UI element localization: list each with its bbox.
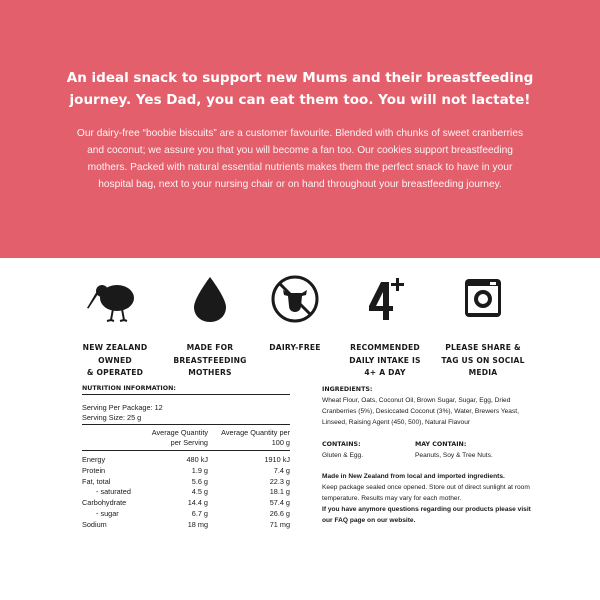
nutrient-name: - saturated (96, 487, 131, 497)
column-header-per-100g: Average Quantity per 100 g (221, 428, 290, 447)
feature-label: MADE FOR BREASTFEEDING MOTHERS (173, 343, 247, 377)
may-contain-text: Peanuts, Soy & Tree Nuts. (415, 452, 493, 459)
feature-nz-owned (60, 274, 170, 380)
value-per-100g: 26.6 g (269, 508, 290, 518)
feature-icons-row (0, 258, 600, 378)
milk-drop-icon (180, 274, 240, 324)
contains-section (322, 439, 415, 461)
nutrient-name: Fat, total (82, 476, 111, 486)
feature-label: DAIRY-FREE (269, 343, 321, 352)
nutrient-name: Carbohydrate (82, 498, 127, 508)
value-per-serving: 6.7 g (191, 508, 208, 518)
feature-label: PLEASE SHARE & TAG US ON SOCIAL MEDIA (441, 343, 525, 377)
nutrient-name: Sodium (82, 519, 107, 529)
feature-social-share (428, 274, 538, 380)
feature-daily-intake (330, 274, 440, 380)
nutrition-row (82, 498, 290, 509)
nutrition-title: NUTRITION INFORMATION: (82, 385, 290, 395)
nutrition-row (82, 520, 290, 531)
hero-banner (0, 0, 600, 258)
product-notes (322, 471, 532, 526)
value-per-serving: 18 mg (187, 519, 208, 529)
value-per-100g: 1910 kJ (264, 455, 290, 464)
serving-info (82, 403, 290, 425)
value-per-100g: 71 mg (269, 519, 290, 529)
value-per-serving: 4.5 g (191, 487, 208, 497)
feature-label: NEW ZEALAND OWNED & OPERATED (82, 343, 148, 377)
made-in-note: Made in New Zealand from local and imported ingredients. (322, 473, 505, 480)
ingredients-panel (322, 384, 532, 526)
servings-per-package: Serving Per Package: 12 (82, 403, 163, 412)
hero-description: Our dairy-free “boobie biscuits” are a customer favourite. Blended with chunks of sweet cranberries and coconut; we assure you that you will become a fan too. Our cookies support breastfeeding mothers. Packed with natural essential nutrients makes them the perfect snack to have in your hospital bag, next to your nursing chair or on hand throughout your breastfeeding journey. (76, 128, 524, 190)
may-contain-title: MAY CONTAIN: (415, 441, 467, 448)
contains-text: Gluten & Egg. (322, 452, 364, 459)
nutrition-row (82, 509, 290, 520)
may-contain-section (415, 439, 508, 461)
column-header-per-serving: Average Quantity per Serving (151, 428, 208, 447)
nutrition-table (82, 425, 290, 531)
nutrient-name: Energy (82, 455, 106, 464)
no-dairy-cow-icon (265, 274, 325, 324)
nutrient-name: - sugar (96, 508, 119, 518)
contains-title: CONTAINS: (322, 441, 361, 448)
value-per-100g: 18.1 g (269, 487, 290, 497)
ingredients-list: Wheat Flour, Oats, Coconut Oil, Brown Sugar, Sugar, Egg, Dried Cranberries (5%), Desiccated Coconut (3%), Water, Brewers Yeast, Linseed, Raising Agent (450, 500), Natural Flavour (322, 397, 519, 426)
nutrition-information-panel (82, 385, 290, 531)
feature-label: RECOMMENDED DAILY INTAKE IS 4+ A DAY (349, 343, 421, 377)
instagram-icon (453, 274, 513, 324)
nutrition-rows (82, 451, 290, 531)
nutrition-row (82, 466, 290, 477)
nutrition-row (82, 477, 290, 488)
value-per-100g: 22.3 g (269, 476, 290, 486)
value-per-100g: 57.4 g (269, 498, 290, 508)
value-per-serving: 14.4 g (187, 498, 208, 508)
storage-note: Keep package sealed once opened. Store out of direct sunlight at room temperature. Results may vary for each mother. (322, 484, 530, 502)
faq-note: If you have anymore questions regarding our products please visit our FAQ page on our website. (322, 506, 531, 524)
serving-size: Serving Size: 25 g (82, 412, 142, 422)
value-per-serving: 5.6 g (191, 476, 208, 486)
ingredients-title: INGREDIENTS: (322, 386, 373, 393)
hero-headline: An ideal snack to support new Mums and their breastfeeding journey. Yes Dad, you can eat them too. You will not lactate! (66, 70, 534, 108)
value-per-100g: 7.4 g (273, 465, 290, 475)
value-per-serving: 1.9 g (191, 465, 208, 475)
four-plus-icon (355, 274, 415, 324)
nutrition-row (82, 487, 290, 498)
nutrient-name: Protein (82, 465, 106, 475)
value-per-serving: 480 kJ (186, 455, 208, 464)
kiwi-bird-icon (85, 274, 145, 324)
nutrition-row (82, 451, 290, 466)
